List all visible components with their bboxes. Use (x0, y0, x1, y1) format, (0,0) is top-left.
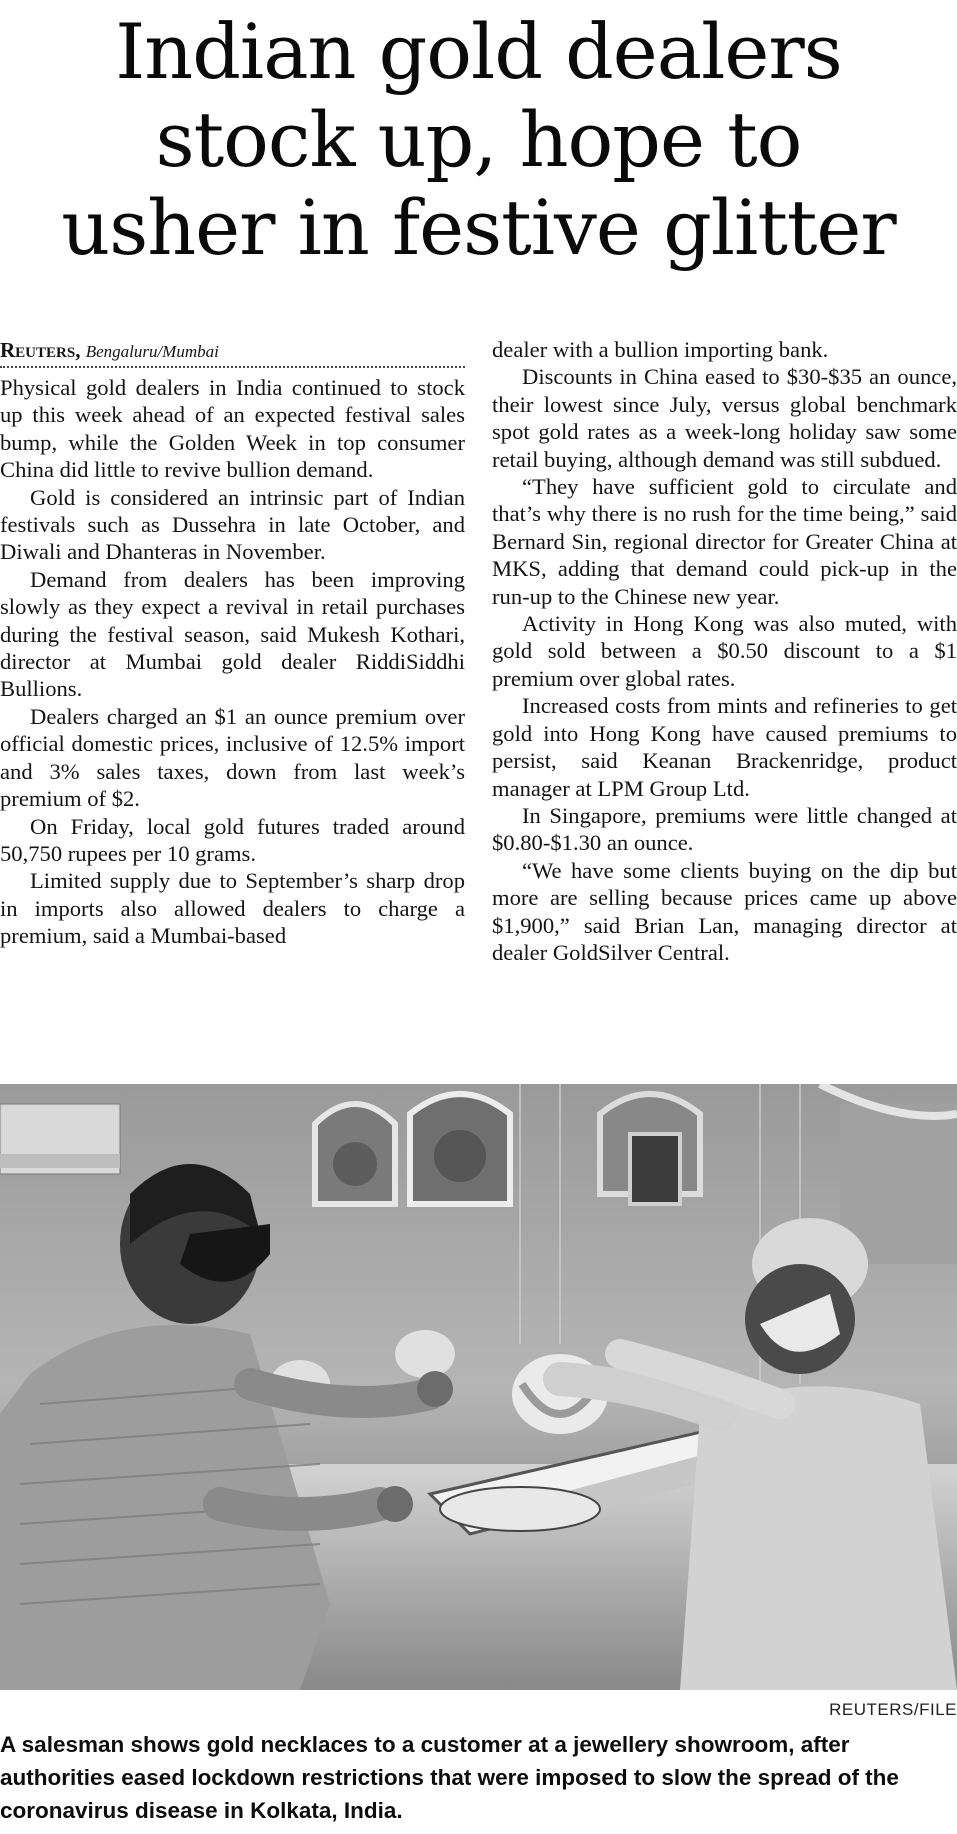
headline-line-2: stock up, hope to (155, 95, 802, 184)
paragraph-continuation: dealer with a bullion importing bank. (492, 337, 829, 362)
paragraph: Demand from dealers has been improving slowly as they expect a revival in retail purchases during the festival season, said Mukesh Kothari, director at Mumbai gold dealer RiddiSiddhi Bullions. (0, 566, 465, 702)
news-photo (0, 1084, 957, 1690)
paragraph: “We have some clients buying on the dip but more are selling because prices came up above $1,900,” said Brian Lan, managing director at dealer GoldSilver Central. (492, 857, 957, 965)
photo-credit: REUTERS/FILE (829, 1700, 957, 1719)
paragraph: Dealers charged an $1 an ounce premium over official domestic prices, inclusive of 12.5% import and 3% sales taxes, down from last week’s premium of $2. (0, 703, 465, 812)
byline (0, 336, 465, 368)
paragraph: Physical gold dealers in India continued to stock up this week ahead of an expected festival sales bump, while the Golden Week in top consumer China did little to revive bullion demand. (0, 375, 465, 483)
paragraph: Activity in Hong Kong was also muted, with gold sold between a $0.50 discount to a $1 premium over global rates. (492, 611, 957, 691)
paragraph: On Friday, local gold futures traded around 50,750 rupees per 10 grams. (0, 813, 465, 866)
paragraph: In Singapore, premiums were little changed at $0.80-$1.30 an ounce. (492, 802, 957, 856)
headline (0, 8, 957, 272)
photo-caption: A salesman shows gold necklaces to a customer at a jewellery showroom, after authorities eased lockdown restrictions that were imposed to slow the spread of the coronavirus disease in Kolkata, India. (0, 1732, 899, 1823)
headline-line-1: Indian gold dealers (115, 7, 842, 96)
article-column-left (0, 336, 465, 950)
paragraph: Increased costs from mints and refineries to get gold into Hong Kong have caused premiums to persist, said Keanan Brackenridge, product manager at LPM Group Ltd. (492, 693, 957, 801)
paragraph: Limited supply due to September’s sharp drop in imports also allowed dealers to charge a premium, said a Mumbai-based (0, 868, 465, 949)
paragraph: Gold is considered an intrinsic part of Indian festivals such as Dussehra in late October, and Diwali and Dhanteras in November. (0, 484, 465, 565)
paragraph: Discounts in China eased to $30-$35 an ounce, their lowest since July, versus global benchmark spot gold rates as a week-long holiday saw some retail buying, although demand was still subdued. (492, 364, 957, 472)
paragraph: “They have sufficient gold to circulate and that’s why there is no rush for the time being,” said Bernard Sin, regional director for Greater China at MKS, adding that demand could pick-up in the run-up to the Chinese new year. (492, 474, 957, 609)
headline-line-3: usher in festive glitter (61, 183, 896, 272)
byline-place: Bengaluru/Mumbai (85, 342, 219, 361)
byline-agency: Reuters, (0, 338, 81, 362)
article-column-right (492, 336, 957, 966)
